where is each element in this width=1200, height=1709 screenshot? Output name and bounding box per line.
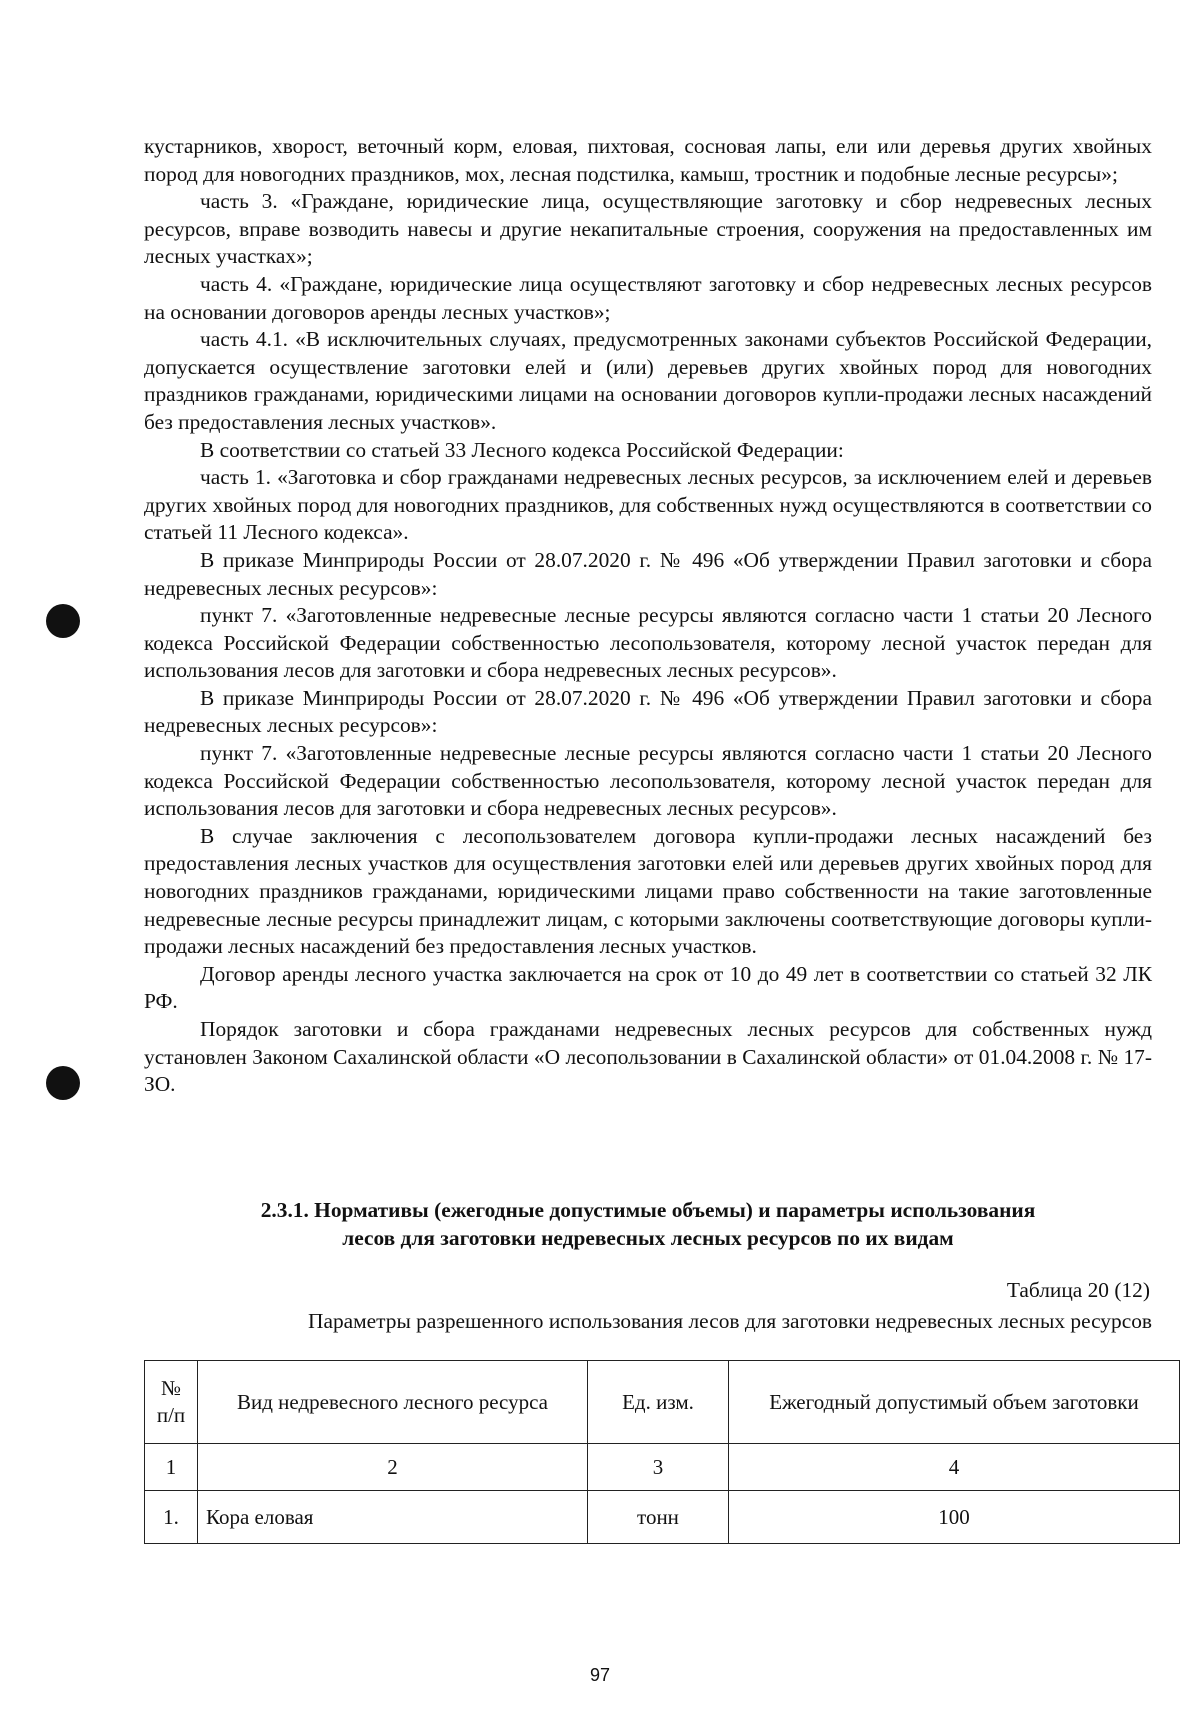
paragraph: Договор аренды лесного участка заключается на срок от 10 до 49 лет в соответствии со статьей 32 ЛК РФ. [144,961,1152,1014]
cell-kind: Кора еловая [198,1491,588,1544]
paragraph: Порядок заготовки и сбора гражданами недревесных лесных ресурсов для собственных нужд установлен Законом Сахалинской области «О лесопользовании в Сахалинской области» от 01.04.2008 г. № 17-ЗО. [144,1017,1152,1097]
column-number: 3 [588,1444,729,1491]
cell-unit: тонн [588,1491,729,1544]
header-unit: Ед. изм. [588,1361,729,1444]
paragraph: В приказе Минприроды России от 28.07.2020 г. № 496 «Об утверждении Правил заготовки и сбора недревесных лесных ресурсов»: [144,685,1152,738]
table-column-numbers-row [145,1444,1180,1491]
paragraph: В соответствии со статьей 33 Лесного кодекса Российской Федерации: [200,437,844,462]
paragraph: часть 1. «Заготовка и сбор гражданами недревесных лесных ресурсов, за исключением елей и деревьев других хвойных пород для новогодних праздников, для собственных нужд осуществляются в соответствии со статьей 11 Лесного кодекса». [144,465,1152,545]
punch-hole-lower [46,1066,80,1100]
paragraph: В приказе Минприроды России от 28.07.2020 г. № 496 «Об утверждении Правил заготовки и сбора недревесных лесных ресурсов»: [144,547,1152,600]
header-kind: Вид недревесного лесного ресурса [198,1361,588,1444]
paragraph: кустарников, хворост, веточный корм, еловая, пихтовая, сосновая лапы, ели или деревья других хвойных пород для новогодних праздников, мох, лесная подстилка, камыш, тростник и подобные лесные ресурсы»; [144,134,1152,186]
parameters-table [144,1360,1180,1544]
paragraph: часть 4. «Граждане, юридические лица осуществляют заготовку и сбор недревесных лесных ресурсов на основании договоров аренды лесных участков»; [144,271,1152,324]
section-heading [144,1196,1152,1252]
page-number: 97 [589,1665,611,1685]
header-volume: Ежегодный допустимый объем заготовки [729,1361,1180,1444]
cell-volume: 100 [729,1491,1180,1544]
table-caption: Параметры разрешенного использования лесов для заготовки недревесных лесных ресурсов [308,1309,1152,1333]
body-text [144,133,1152,1099]
paragraph: пункт 7. «Заготовленные недревесные лесные ресурсы являются согласно части 1 статьи 20 Лесного кодекса Российской Федерации собственностью лесопользователя, которому лесной участок передан для использования лесов для заготовки и сбора недревесных лесных ресурсов». [144,741,1152,821]
paragraph: В случае заключения с лесопользователем договора купли-продажи лесных насаждений без предоставления лесных участков для осуществления заготовки елей или деревьев других хвойных пород для новогодних праздников гражданами, юридическими лицами право собственности на такие заготовленные недревесные лесные ресурсы принадлежит лицам, с которыми заключены соответствующие договоры купли-продажи лесных насаждений без предоставления лесных участков. [144,823,1152,959]
table-number: Таблица 20 (12) [1006,1278,1150,1302]
table-header-row [145,1361,1180,1444]
section-heading-line-2: лесов для заготовки недревесных лесных ресурсов по их видам [342,1226,954,1250]
cell-num: 1. [145,1491,198,1544]
column-number: 1 [145,1444,198,1491]
paragraph: часть 3. «Граждане, юридические лица, осуществляющие заготовку и сбор недревесных лесных ресурсов, вправе возводить навесы и другие некапитальные строения, сооружения на предоставленных им лесных участках»; [144,189,1152,269]
punch-hole-upper [46,604,80,638]
paragraph: пункт 7. «Заготовленные недревесные лесные ресурсы являются согласно части 1 статьи 20 Лесного кодекса Российской Федерации собственностью лесопользователя, которому лесной участок передан для использования лесов для заготовки и сбора недревесных лесных ресурсов». [144,603,1152,683]
section-heading-line-1: 2.3.1. Нормативы (ежегодные допустимые объемы) и параметры использования [260,1198,1036,1222]
column-number: 2 [198,1444,588,1491]
paragraph: часть 4.1. «В исключительных случаях, предусмотренных законами субъектов Российской Федерации, допускается осуществление заготовки елей и (или) деревьев других хвойных пород для новогодних праздников гражданами, юридическими лицами на основании договоров купли-продажи лесных насаждений без предоставления лесных участков». [144,327,1152,434]
column-number: 4 [729,1444,1180,1491]
header-num: № п/п [145,1361,198,1444]
table-row [145,1491,1180,1544]
